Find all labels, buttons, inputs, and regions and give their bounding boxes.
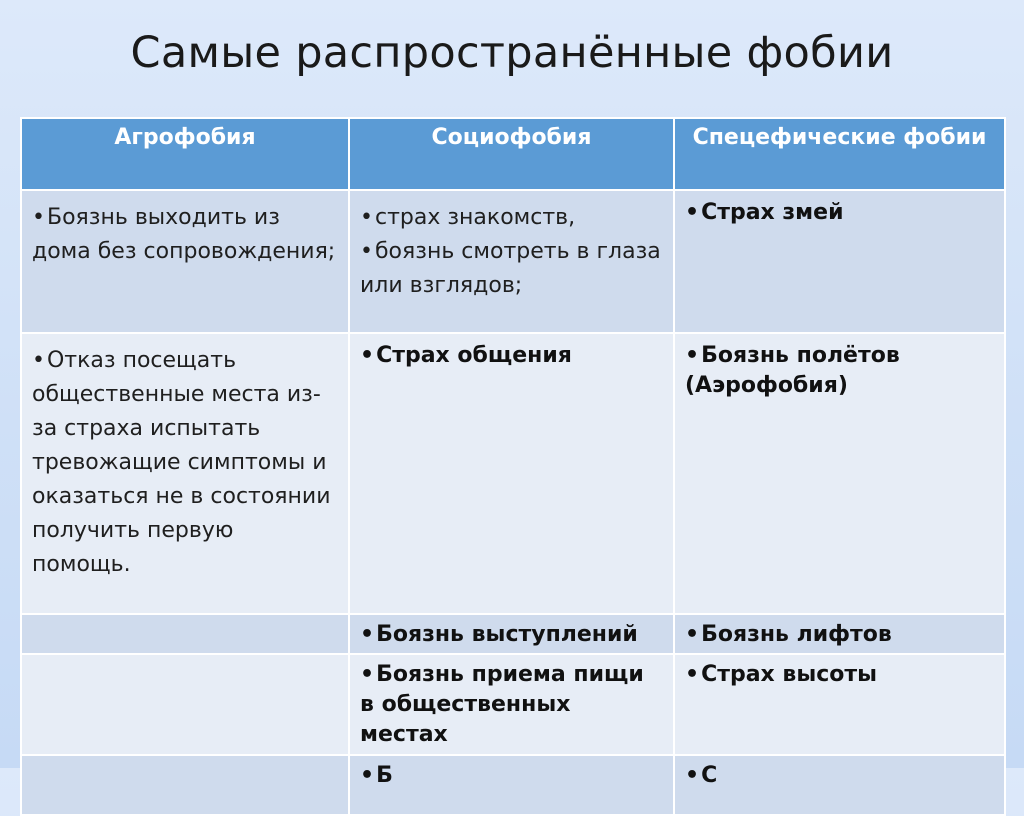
list-item xyxy=(32,344,338,582)
table-cell xyxy=(21,190,349,333)
bullet: • xyxy=(360,622,375,647)
table-cell xyxy=(21,333,349,614)
item-text: Боязнь приема пищи в общественных местах xyxy=(360,662,644,747)
table-cell xyxy=(21,654,349,755)
table-row xyxy=(21,755,1005,815)
bullet: • xyxy=(360,662,375,687)
table-cell xyxy=(349,333,674,614)
phobia-table xyxy=(20,117,1006,816)
item-text: боязнь смотреть в глаза или взглядов; xyxy=(360,239,661,298)
bullet: • xyxy=(685,662,700,687)
table-cell xyxy=(21,614,349,654)
list-item xyxy=(360,341,663,371)
table-cell xyxy=(21,755,349,815)
slide-title: Самые распространённые фобии xyxy=(130,28,894,78)
table-row xyxy=(21,333,1005,614)
list-item xyxy=(685,620,994,650)
item-text: Боязнь выступлений xyxy=(376,622,638,647)
table-row xyxy=(21,614,1005,654)
item-text: С xyxy=(701,763,718,788)
bullet: • xyxy=(685,343,700,368)
bullet: • xyxy=(32,348,45,373)
list-item xyxy=(360,620,663,650)
list-item xyxy=(360,201,663,235)
table-cell xyxy=(674,614,1005,654)
item-text: Страх змей xyxy=(701,200,844,225)
list-item xyxy=(32,201,338,269)
bullet: • xyxy=(685,622,700,647)
table-cell xyxy=(674,755,1005,815)
item-text: Отказ посещать общественные места из-за страха испытать тревожащие симптомы и оказаться не в состоянии получить первую помощь. xyxy=(32,348,331,577)
list-item xyxy=(360,761,663,791)
table-row xyxy=(21,654,1005,755)
item-text: Страх общения xyxy=(376,343,572,368)
item-text: Б xyxy=(376,763,393,788)
table-cell xyxy=(674,654,1005,755)
item-text: Страх высоты xyxy=(701,662,878,687)
header-sociophobia: Социофобия xyxy=(349,118,674,190)
table-cell xyxy=(674,333,1005,614)
header-specific-phobias: Спецефические фобии xyxy=(674,118,1005,190)
item-text: Боязнь лифтов xyxy=(701,622,892,647)
list-item xyxy=(685,198,994,228)
bullet: • xyxy=(360,239,373,264)
item-text: Боязнь выходить из дома без сопровождения; xyxy=(32,205,336,264)
list-item xyxy=(685,761,994,791)
table-header-row xyxy=(21,118,1005,190)
list-item xyxy=(360,660,663,750)
list-item xyxy=(685,341,994,401)
table-row xyxy=(21,190,1005,333)
table-cell xyxy=(349,755,674,815)
item-text: страх знакомств, xyxy=(374,205,576,230)
bullet: • xyxy=(32,205,45,230)
bullet: • xyxy=(685,763,700,788)
list-item xyxy=(360,235,663,303)
table-cell xyxy=(349,190,674,333)
list-item xyxy=(685,660,994,690)
bullet: • xyxy=(685,200,700,225)
bullet: • xyxy=(360,763,375,788)
bullet: • xyxy=(360,343,375,368)
table-cell xyxy=(349,614,674,654)
phobia-table-container xyxy=(20,117,1004,788)
table-cell xyxy=(674,190,1005,333)
header-agrophobia: Агрофобия xyxy=(21,118,349,190)
item-text: Боязнь полётов (Аэрофобия) xyxy=(685,343,900,398)
table-cell xyxy=(349,654,674,755)
bullet: • xyxy=(360,205,373,230)
